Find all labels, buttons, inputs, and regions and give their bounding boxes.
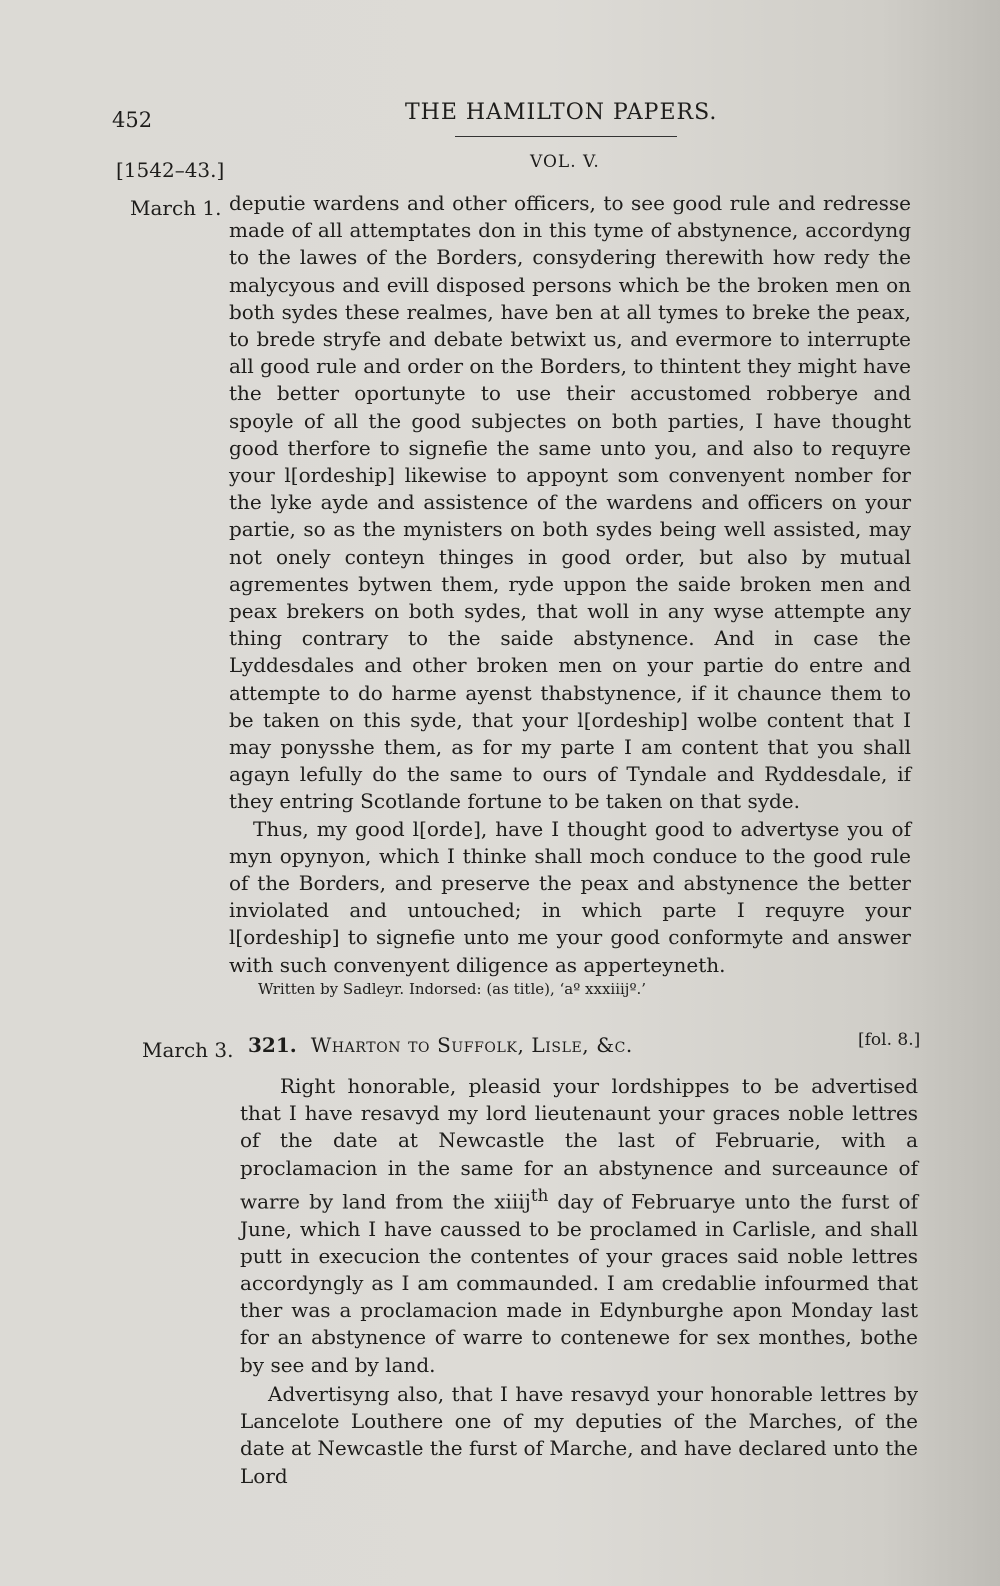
editorial-note: Written by Sadleyr. Indorsed: (as title), ‘aº xxxiiijº.’ [258, 980, 647, 998]
letter-paragraph: Advertisyng also, that I have resavyd your honorable lettres by Lancelote Louthere one of my deputies of the Marches, of the date at Newcastle the furst of Marche, and have declared unto the Lord [240, 1381, 918, 1488]
folio-reference: [fol. 8.] [858, 1030, 921, 1050]
letter-continuation [229, 190, 911, 979]
page-number: 452 [112, 108, 153, 132]
running-title: THE HAMILTON PAPERS. [405, 100, 718, 125]
ordinal-superscript: th [530, 1185, 549, 1205]
entry-heading [248, 1033, 633, 1057]
paragraph-text: Right honorable, pleasid your lordshippes to be advertised that I have resavyd my lord lieutenaunt your graces noble lettres of the date at Newcastle the last of Februarie, with a proclamacion in the same for an abstynence and surceaunce of warre by land from the xiiij [240, 1074, 918, 1214]
entry-number: 321. [248, 1033, 297, 1057]
letter-paragraph: Thus, my good l[orde], have I thought good to advertyse you of myn opynyon, which I thinke shall moch conduce to the good rule of the Borders, and preserve the peax and abstynence the better inviolated and untouched; in which parte I requyre your l[ordeship] to signefie unto me your good conformyte and answer with such convenyent diligence as apperteyneth. [229, 816, 911, 977]
letter-paragraph: deputie wardens and other officers, to see good rule and redresse made of all attemptates don in this tyme of abstynence, accordyng to the lawes of the Borders, consydering therewith how redy the malycyous and evill disposed persons which be the broken men on both sydes these realmes, have ben at all tymes to breke the peax, to brede stryfe and debate betwixt us, and evermore to interrupte all good rule and order on the Borders, to thintent they might have the better oportunyte to use their accustomed robberye and spoyle of all the good subjectes on both parties, I have thought good therfore to signefie the same unto you, and also to requyre your l[ordeship] likewise to appoynt som convenyent nomber for the lyke ayde and assistence of the wardens and officers on your partie, so as the mynisters on both sydes being well assisted, may not onely conteyn thinges in good order, but also by mutual agrementes bytwen them, ryde uppon the saide broken men and peax brekers on both sydes, that woll in any wyse attempte any thing contrary to the saide abstynence. And in case the Lyddesdales and other broken men on your partie do entre and attempte to do harme ayenst thabstynence, if it chaunce them to be taken on this syde, that your l[ordeship] wolbe content that I may ponysshe them, as for my parte I am content that you shall agayn lefully do the same to ours of Tyndale and Ryddesdale, if they entring Scotlande fortune to be taken on that syde. [229, 191, 911, 814]
date-range: [1542–43.] [116, 158, 225, 182]
entry-title: Wharton to Suffolk, Lisle, &c. [310, 1033, 633, 1057]
side-date-march-3: March 3. [142, 1038, 234, 1062]
paragraph-text: day of Februarye unto the furst of June, which I have caussed to be proclamed in Carlisle, and shall putt in execucion the contentes of your graces said noble lettres accordyngly as I am commaunded. I am credablie infourmed that ther was a proclamacion made in Edynburghe apon Monday last for an abstynence of warre to contenewe for sex monthes, bothe by see and by land. [240, 1189, 918, 1377]
side-date-march-1: March 1. [130, 196, 222, 220]
letter-body [240, 1073, 918, 1490]
letter-paragraph [240, 1073, 918, 1379]
header-rule [455, 136, 677, 137]
volume-label: VOL. V. [530, 152, 600, 172]
